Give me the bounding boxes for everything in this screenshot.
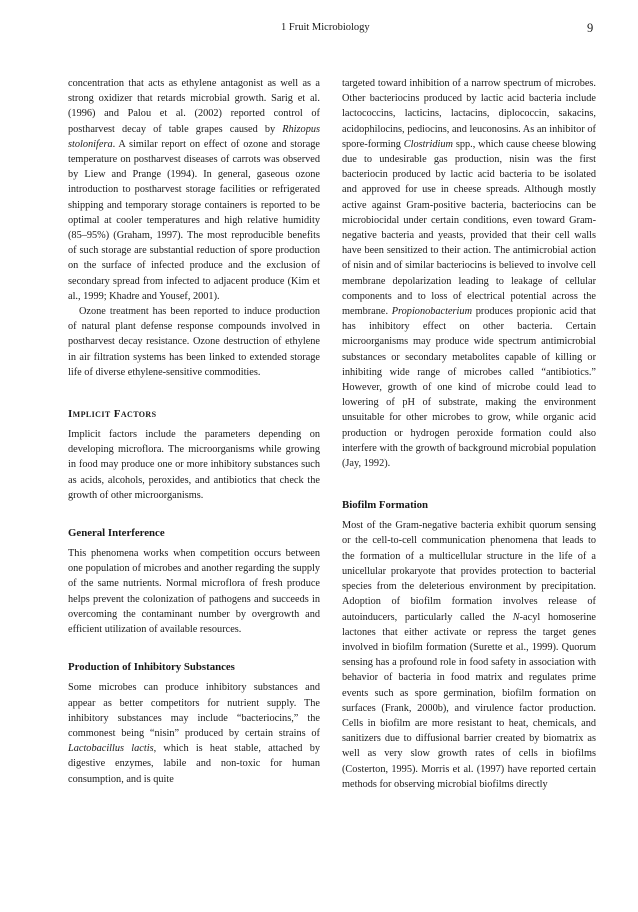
genus-name: Clostridium [403,138,453,150]
heading-inhibitory-substances: Production of Inhibitory Substances [68,661,235,674]
text-run: Some microbes can produce inhibitory substances and appear as better competitors for nutrient supply. The inhibitory substances may include “bacteriocins,” the commonest being “nisin” produced by certain strains of [68,682,320,739]
paragraph-biofilm-formation [342,518,596,792]
text-run: produces propionic acid that has inhibitory effect on other bacteria. Certain microorganisms may produce wide spectrum antimicrobial substances or secondary metabolites capable of killing or inhibiting wide range of microbes called “antibiotics.” However, growth of one kind of microbe could lead to lowering of pH of substrate, making the environment unsuitable for other microbes to grow, while organic acid production or hydrogen peroxide formation could also interfere with the growth of background microbial population (Jay, 1992). [342,306,596,470]
left-column [68,76,320,787]
running-title: 1 Fruit Microbiology [281,22,370,33]
paragraph-general-interference: This phenomena works when competition occurs between one population of microbes and another regarding the supply of the same nutrients. Normal microflora of fresh produce helps prevent the colonization of pathogens and succeeds in overcoming the contaminant number by overgrowth and efficient utilization of available resources. [68,548,320,636]
species-name: Lactobacillus lactis [68,743,154,755]
text-run: , which is heat stable, attached by digestive enzymes, labile and non-toxic for human consumption, and is quite [68,743,320,785]
text-run: . A similar report on effect of ozone and storage temperature on postharvest diseases of carrots was observed by Liew and Prange (1994). In general, gaseous ozone introduction to postharvest storage facilities or refrigerated shipping and temporary storage containers is reported to be optimal at cooler temperatures and high relative humidity (85–95%) (Graham, 1997). The most reproducible benefits of such storage are substantial reduction of spore production on the surface of infected produce and the exclusion of secondary spread from infected to adjacent produce (Kim et al., 1999; Khadre and Yousef, 2001). [68,138,320,302]
paragraph-bacteriocins [342,76,596,471]
paragraph-ozone-effects [68,76,320,304]
species-name: Rhizopus stolonifera [68,123,320,150]
page-number: 9 [587,21,594,35]
right-column [342,76,596,792]
heading-biofilm-formation: Biofilm Formation [342,499,429,512]
genus-name: Propionobacterium [391,306,473,318]
text-run: targeted toward inhibition of a narrow spectrum of microbes. Other bacteriocins produced by lactic acid bacteria include lactococcins, lacticins, lactacins, diplococcin, sakacins, acidophilocins, pediocins, and leuconosins. As an inhibitor of spore-forming [342,78,596,150]
paragraph-inhibitory-substances [68,680,320,786]
text-run: -acyl homoserine lactones that either activate or repress the target genes involved in biofilm formation (Surette et al., 1999). Quorum sensing has a profound role in food safety in association with behavior of bacteria in food matrix and regulates prime events such as spore germination, biofilm formation on surfaces (Frank, 2000b), and virulence factor production. Cells in biofilm are more resistant to heat, chemicals, and sanitizers due to diffusional barrier created by biomatrix as well as very slow growth rates of cells in biofilms (Costerton, 1995). Morris et al. (1997) have reported certain methods for observing microbial biofilms directly [342,611,596,790]
text-run: spp., which cause cheese blowing due to undesirable gas production, nisin was the first bacteriocin produced by lactic acid bacteria to be isolated and approved for use in cheese spreads. Although mostly active against Gram-positive bacteria, bacteriocins can be microbiocidal under certain conditions, even toward Gram-negative bacteria and yeasts, provided that their cell walls have been sensitized to their action. The antimicrobial action of nisin and of similar bacteriocins is believed to involve cell membrane depolarization leading to leakage of cellular components and to loss of electrical potential across the membrane. [342,138,597,318]
heading-implicit-factors: Implicit Factors [68,408,157,421]
running-head [0,22,638,36]
text-run: concentration that acts as ethylene antagonist as well as a strong oxidizer that retards microbial growth. Sarig et al. (1996) and Palou et al. (2002) reported control of postharvest decay of table grapes caused by [68,78,320,135]
paragraph-ozone-treatment: Ozone treatment has been reported to induce production of natural plant defense response compounds involved in postharvest decay resistance. Ozone destruction of ethylene in air filtration systems has been linked to extended storage life of diverse ethylene-sensitive commodities. [68,306,320,378]
italic-letter: N [512,611,520,623]
text-run: Most of the Gram-negative bacteria exhibit quorum sensing or the cell-to-cell communication phenomena that leads to the formation of a multicellular structure in the life of a unicellular prokaryote that provides protection to bacterial species from the deleterious environment by precipitation. Adoption of biofilm formation involves release of autoinducers, particularly called the [342,520,596,623]
paragraph-implicit-factors: Implicit factors include the parameters depending on developing microflora. The microorganisms while growing in food may produce one or more inhibitory substances such as acids, alcohols, peroxides, and antibiotics that check the growth of other microorganisms. [68,429,320,501]
heading-general-interference: General Interference [68,527,165,540]
